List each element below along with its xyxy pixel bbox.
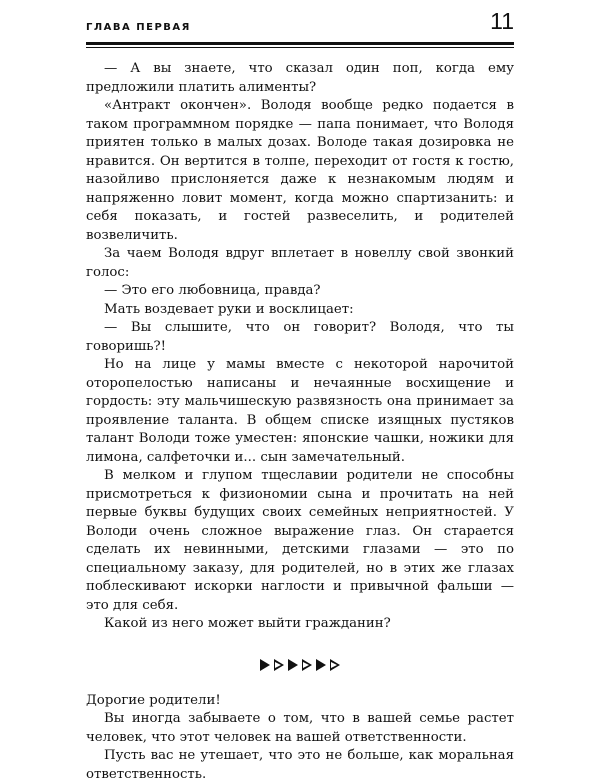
page-number: 11 xyxy=(490,8,514,34)
chapter-title: ГЛАВА ПЕРВАЯ xyxy=(86,22,191,33)
paragraph: — А вы знаете, что сказал один поп, когда ему предложили платить алименты? xyxy=(86,61,514,95)
closing-paragraph: Пусть вас не утешает, что это не больше, как моральная ответственность. xyxy=(86,748,514,782)
paragraph: Мать воздевает руки и восклицает: xyxy=(104,301,354,317)
triangle-icon xyxy=(288,659,298,671)
header-rule-thick xyxy=(86,42,514,45)
triangle-outline-icon xyxy=(274,659,284,671)
paragraph: «Антракт окончен». Володя вообще редко подается в таком программном порядке — папа понимает, что Володя приятен только в малых дозах. Володе такая дозировка не нравится. Он вертится в толпе, переходит от гостя к гостю, назойливо прислоняется даже к незнакомым людям и напряженно ловит момент, когда можно спартизанить: и себя показать, и гостей развеселить, и родителей возвеличить. xyxy=(86,98,514,243)
paragraph: В мелком и глупом тщеславии родители не способны присмотреться к физиономии сына и прочитать на ней первые буквы будущих своих семейных неприятностей. У Володи очень сложное выражение глаз. Он старается сделать их невинными, детскими глазами — это по специальному заказу, для родителей, но в этих же глазах поблескивают искорки наглости и привычной фальши — это для себя. xyxy=(86,468,514,613)
header-rule-thin xyxy=(86,47,514,48)
paragraph: — Вы слышите, что он говорит? Володя, что ты говоришь?! xyxy=(86,320,514,354)
page-body xyxy=(86,60,514,784)
triangle-outline-icon xyxy=(302,659,312,671)
paragraph: Но на лице у мамы вместе с некоторой нарочитой оторопелостью написаны и нечаянные восхищение и гордость: эту мальчишескую развязность она принимает за проявление таланта. В общем списке изящных пустяков талант Володи тоже уместен: японские чашки, ножики для лимона, салфеточки и... сын замечательный. xyxy=(86,357,514,465)
triangle-outline-icon xyxy=(330,659,340,671)
page-header xyxy=(86,8,514,52)
closing-salutation: Дорогие родители! xyxy=(86,692,221,708)
triangle-icon xyxy=(316,659,326,671)
paragraph: — Это его любовница, правда? xyxy=(104,283,321,298)
section-divider-ornament xyxy=(86,658,514,674)
closing-paragraph: Вы иногда забываете о том, что в вашей семье растет человек, что этот человек на вашей ответственности. xyxy=(86,711,514,745)
paragraph: За чаем Володя вдруг вплетает в новеллу свой звонкий голос: xyxy=(86,246,514,280)
paragraph: Какой из него может выйти гражданин? xyxy=(104,616,391,631)
triangle-icon xyxy=(260,659,270,671)
